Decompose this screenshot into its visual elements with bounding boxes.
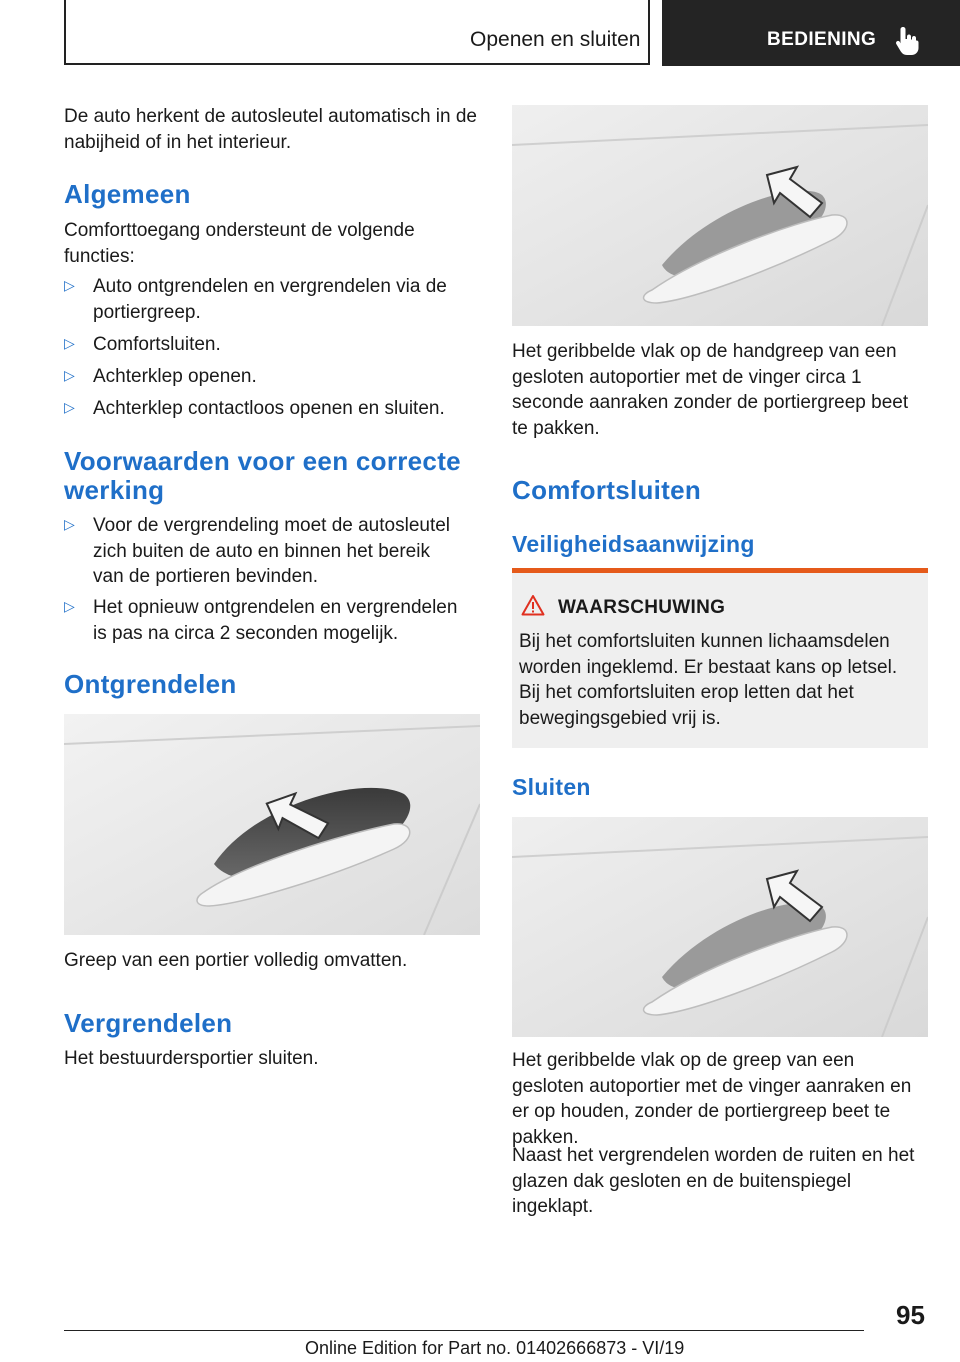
header-section-title: Openen en sluiten — [470, 28, 641, 51]
triangle-bullet-icon: ▷ — [64, 598, 75, 614]
page-number: 95 — [896, 1300, 925, 1330]
ontgrendelen-caption: Greep van een portier volledig omvatten. — [64, 950, 408, 971]
right-caption-3: Naast het vergrendelen worden de ruiten en het glazen dak gesloten en de buitenspiegel ingeklapt. — [512, 1145, 915, 1217]
triangle-bullet-icon: ▷ — [64, 335, 75, 351]
warning-text: Bij het comfortsluiten kunnen lichaamsdelen worden ingeklemd. Er bestaat kans op letsel. Bij het comfortsluiten erop letten dat het bewegingsgebied vrij is. — [519, 631, 898, 729]
footer-edition: Online Edition for Part no. 01402666873 - VI/19 — [305, 1338, 685, 1358]
heading-ontgrendelen: Ontgrendelen — [64, 669, 237, 699]
door-handle-touch-image — [512, 105, 928, 326]
heading-vergrendelen: Vergrendelen — [64, 1008, 233, 1038]
heading-comfortsluiten: Comfortsluiten — [512, 475, 702, 505]
triangle-bullet-icon: ▷ — [64, 516, 75, 532]
heading-voorwaarden: Voorwaarden voor een correcte werking — [64, 446, 461, 505]
vergrendelen-text: Het bestuurdersportier sluiten. — [64, 1048, 319, 1069]
warning-title: WAARSCHUWING — [558, 597, 726, 618]
heading-algemeen: Algemeen — [64, 179, 191, 209]
right-caption-1: Het geribbelde vlak op de handgreep van een gesloten autoportier met de vinger circa 1 seconde aanraken zonder de portiergreep beet te pakken. — [512, 341, 909, 439]
door-handle-hold-image — [512, 817, 928, 1037]
hand-pointer-icon — [894, 25, 920, 57]
header-divider-right — [648, 0, 650, 64]
header-divider-left — [64, 0, 66, 64]
manual-page: Openen en sluiten BEDIENING De auto herkent de autosleutel automatisch in de nabijheid of in het interieur. Algemeen Comforttoegang ondersteunt de volgende functies: ▷ Auto ontgrendelen en vergrendelen via de portiergreep. ▷ Comfortsluiten. ▷ Achterklep openen. ▷ Achterklep contactloos openen en sluiten. Voorwaarden voor een correcte werking ▷ Voor de vergrendeling moet de autosleutel zich buiten de auto en binnen het bereik van de portieren bevinden. ▷ Het opnieuw ontgrendelen en vergrendelen is pas na circa 2 seconden mogelijk. Ontgrendelen Greep van een portier volledig omvatten. Vergrendelen Het bestuurdersportier sluiten. Het geribbelde vlak op de handgreep van een gesloten autoportier met de vinger circa 1 seconde aanraken zonder de portiergreep beet te pakken. Comfortsluiten Veiligheidsaanwijzing WAARSCHUWING Bij het comfortsluiten kunnen lichaamsdelen worden ingeklemd. Er bestaat kans op letsel. Bij het comfortsluiten erop letten dat het bewegingsgebied vrij is. Sluiten Het geribbelde vlak op de greep van een gesloten autoportier met de vinger aanraken en er op houden, zonder de portiergreep beet te pakken. Naast het vergrendelen worden de ruiten en het glazen dak gesloten en de buitenspiegel ingeklapt. 95 Online Edition for Part no. 01402666873 - VI/19 — [0, 0, 960, 1362]
heading-sluiten: Sluiten — [512, 774, 591, 800]
header-chapter-title: BEDIENING — [767, 29, 877, 50]
warning-triangle-icon — [521, 594, 545, 616]
footer-divider — [64, 1330, 864, 1331]
intro-text: De auto herkent de autosleutel automatisch in de nabijheid of in het interieur. — [64, 106, 477, 153]
algemeen-text: Comforttoegang ondersteunt de volgende functies: — [64, 220, 415, 267]
door-handle-image — [64, 714, 480, 935]
triangle-bullet-icon: ▷ — [64, 367, 75, 383]
header-divider-bottom — [64, 63, 650, 65]
heading-veiligheidsaanwijzing: Veiligheidsaanwijzing — [512, 531, 755, 557]
triangle-bullet-icon: ▷ — [64, 399, 75, 415]
right-caption-2: Het geribbelde vlak op de greep van een gesloten autoportier met de vinger aanraken en er op houden, zonder de portiergreep beet te pakken. — [512, 1050, 912, 1148]
triangle-bullet-icon: ▷ — [64, 277, 75, 293]
